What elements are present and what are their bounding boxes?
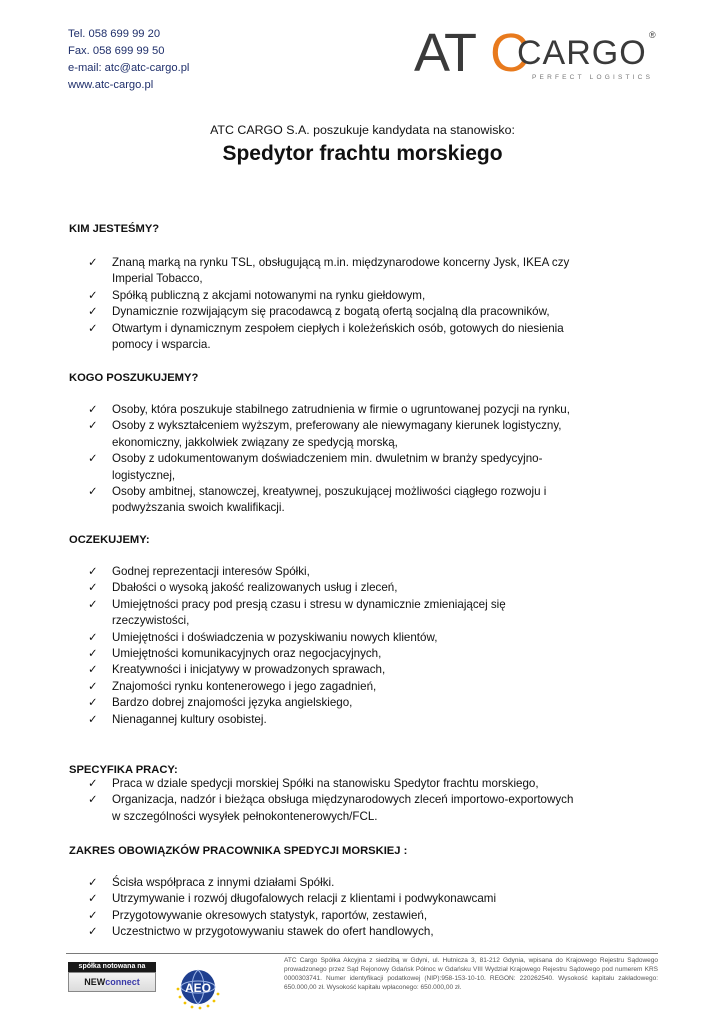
list-item bbox=[88, 776, 628, 792]
list-item-text: Osoby z udokumentowanym doświadczeniem min. dwuletnim w branży spedycyjno- bbox=[112, 452, 543, 466]
list-item-text: pomocy i wsparcia. bbox=[112, 338, 211, 352]
checkmark-icon: ✓ bbox=[88, 793, 98, 807]
list-item-text: Znaną marką na rynku TSL, obsługującą m.in. międzynarodowe koncerny Jysk, IKEA czy bbox=[112, 256, 570, 269]
section-heading-job-specifics: SPECYFIKA PRACY: bbox=[69, 764, 178, 776]
checkmark-icon: ✓ bbox=[88, 696, 98, 710]
list-item-text: Nienagannej kultury osobistej. bbox=[112, 712, 267, 726]
list-item-text: Kreatywności i inicjatywy w prowadzonych sprawach, bbox=[112, 663, 386, 677]
list-item-text: Imperial Tobacco, bbox=[112, 272, 203, 286]
list-item bbox=[88, 662, 628, 678]
list-item bbox=[88, 418, 628, 451]
job-title: Spedytor frachtu morskiego bbox=[222, 142, 503, 165]
checkmark-icon: ✓ bbox=[88, 892, 98, 906]
list-item-text: Otwartym i dynamicznym zespołem ciepłych i koleżeńskich osób, gotowych do niesienia bbox=[112, 321, 564, 335]
contact-email: e-mail: atc@atc-cargo.pl bbox=[68, 62, 190, 74]
list-item-text: Osoby ambitnej, stanowczej, kreatywnej, poszukującej możliwości ciągłego rozwoju i bbox=[112, 485, 547, 499]
list-item-text: Przygotowywanie okresowych statystyk, raportów, zestawień, bbox=[112, 908, 428, 922]
checkmark-icon: ✓ bbox=[88, 419, 98, 433]
list-item bbox=[88, 564, 628, 580]
footer-legal-text: ATC Cargo Spółka Akcyjna z siedzibą w Gdyni, ul. Hutnicza 3, 81-212 Gdynia, wpisana do Krajowego Rejestru Sądowego prowadzonego przez Sąd Rejonowy Gdańsk Północ w Gdańsku VIII Wydział Krajowego Rejestru Sądowego pod numerem KRS 0000303741. Numer identyfikacji podatkowej (NIP):958-153-10-10. REGON: 220262540. Wysokość kapitału zakładowego: 650.000,00 zł. Wysokość kapitału wpłaconego: 650.000,00 zł. bbox=[284, 957, 658, 991]
list-item bbox=[88, 597, 628, 630]
badge-caption: spółka notowana na bbox=[68, 962, 156, 972]
checkmark-icon: ✓ bbox=[88, 663, 98, 677]
list-item-text: Spółką publiczną z akcjami notowanymi na rynku giełdowym, bbox=[112, 288, 426, 302]
list-item bbox=[88, 891, 628, 907]
list-item-text: Organizacja, nadzór i bieżąca obsługa międzynarodowych zleceń importowo-exportowych bbox=[112, 793, 574, 807]
checkmark-icon: ✓ bbox=[88, 908, 98, 922]
checkmark-icon: ✓ bbox=[88, 403, 98, 416]
list-item-text: Dbałości o wysoką jakość realizowanych usług i zleceń, bbox=[112, 581, 398, 595]
contact-fax: Fax. 058 699 99 50 bbox=[68, 45, 165, 57]
list-item-text: Osoby, która poszukuje stabilnego zatrudnienia w firmie o ugruntowanej pozycji na rynku, bbox=[112, 403, 570, 416]
list-item bbox=[88, 924, 628, 940]
list-item-text: Praca w dziale spedycji morskiej Spółki na stanowisku Spedytor frachtu morskiego, bbox=[112, 777, 539, 790]
checkmark-icon: ✓ bbox=[88, 679, 98, 693]
list-item-text: Umiejętności komunikacyjnych oraz negocjacyjnych, bbox=[112, 647, 382, 661]
badge-logo bbox=[68, 972, 156, 992]
list-item-text: Umiejętności i doświadczenia w pozyskiwaniu nowych klientów, bbox=[112, 630, 438, 644]
section-list-job-specifics bbox=[88, 776, 628, 825]
list-item-text: rzeczywistości, bbox=[112, 614, 190, 628]
list-item-text: logistycznej, bbox=[112, 468, 176, 482]
logo-tagline: PERFECT LOGISTICS bbox=[532, 74, 654, 81]
checkmark-icon: ✓ bbox=[88, 321, 98, 335]
list-item-text: Umiejętności pracy pod presją czasu i stresu w dynamicznie zmieniającej się bbox=[112, 597, 506, 611]
checkmark-icon: ✓ bbox=[88, 581, 98, 595]
list-item-text: Dynamicznie rozwijającym się pracodawcą z bogatą ofertą socjalną dla pracowników, bbox=[112, 305, 550, 319]
list-item bbox=[88, 908, 628, 924]
list-item-text: Godnej reprezentacji interesów Spółki, bbox=[112, 565, 310, 578]
list-item bbox=[88, 679, 628, 695]
list-item bbox=[88, 646, 628, 662]
section-heading-expectations: OCZEKUJEMY: bbox=[69, 534, 150, 546]
list-item-text: Uczestnictwo w przygotowywaniu stawek do ofert handlowych, bbox=[112, 925, 434, 939]
logo-registered-mark: ® bbox=[649, 30, 656, 40]
intro-text: ATC CARGO S.A. poszukuje kandydata na stanowisko: bbox=[210, 123, 515, 137]
section-list-about bbox=[88, 255, 628, 353]
list-item bbox=[88, 484, 628, 517]
footer-divider bbox=[66, 953, 658, 954]
list-item bbox=[88, 321, 628, 354]
list-item bbox=[88, 695, 628, 711]
contact-phone: Tel. 058 699 99 20 bbox=[68, 28, 161, 40]
checkmark-icon: ✓ bbox=[88, 925, 98, 939]
checkmark-icon: ✓ bbox=[88, 305, 98, 319]
checkmark-icon: ✓ bbox=[88, 288, 98, 302]
aeo-logo bbox=[172, 965, 224, 1011]
section-list-expectations bbox=[88, 564, 628, 728]
section-list-who bbox=[88, 402, 628, 517]
list-item bbox=[88, 304, 628, 320]
atc-cargo-logo bbox=[412, 20, 662, 86]
list-item bbox=[88, 255, 628, 288]
checkmark-icon: ✓ bbox=[88, 630, 98, 644]
logo-text-c: C bbox=[490, 23, 529, 83]
checkmark-icon: ✓ bbox=[88, 256, 98, 269]
list-item-text: Utrzymywanie i rozwój długofalowych relacji z klientami i podwykonawcami bbox=[112, 892, 497, 906]
list-item-text: w szczególności wysyłek pełnokontenerowych/FCL. bbox=[112, 809, 378, 823]
badge-connect-text: connect bbox=[105, 977, 140, 987]
list-item-text: Ścisła współpraca z innymi działami Spółki. bbox=[112, 876, 335, 889]
list-item-text: Bardzo dobrej znajomości języka angielskiego, bbox=[112, 696, 353, 710]
section-list-duties bbox=[88, 875, 628, 941]
checkmark-icon: ✓ bbox=[88, 452, 98, 466]
checkmark-icon: ✓ bbox=[88, 712, 98, 726]
checkmark-icon: ✓ bbox=[88, 876, 98, 889]
logo-text-cargo: CARGO bbox=[517, 34, 647, 72]
section-heading-who: KOGO POSZUKUJEMY? bbox=[69, 372, 199, 384]
badge-new-text: NEW bbox=[84, 977, 106, 987]
list-item bbox=[88, 875, 628, 891]
checkmark-icon: ✓ bbox=[88, 565, 98, 578]
list-item-text: ekonomiczny, jakkolwiek związany ze spedycją morską, bbox=[112, 435, 398, 449]
list-item bbox=[88, 630, 628, 646]
logo-text-at: AT bbox=[414, 23, 475, 83]
list-item-text: Znajomości rynku kontenerowego i jego zagadnień, bbox=[112, 679, 377, 693]
list-item bbox=[88, 288, 628, 304]
checkmark-icon: ✓ bbox=[88, 777, 98, 790]
list-item-text: Osoby z wykształceniem wyższym, preferowany ale niewymagany kierunek logistyczny, bbox=[112, 419, 562, 433]
checkmark-icon: ✓ bbox=[88, 647, 98, 661]
contact-block bbox=[68, 26, 189, 94]
section-heading-about: KIM JESTEŚMY? bbox=[69, 223, 160, 235]
list-item bbox=[88, 402, 628, 418]
list-item bbox=[88, 451, 628, 484]
list-item bbox=[88, 792, 628, 825]
aeo-logo-text: AEO bbox=[184, 981, 212, 995]
checkmark-icon: ✓ bbox=[88, 597, 98, 611]
list-item bbox=[88, 580, 628, 596]
newconnect-badge bbox=[68, 962, 156, 992]
list-item-text: podwyższania swoich kwalifikacji. bbox=[112, 501, 285, 515]
list-item bbox=[88, 712, 628, 728]
checkmark-icon: ✓ bbox=[88, 485, 98, 499]
section-heading-duties: ZAKRES OBOWIĄZKÓW PRACOWNIKA SPEDYCJI MORSKIEJ : bbox=[69, 845, 408, 857]
contact-website: www.atc-cargo.pl bbox=[68, 79, 154, 91]
